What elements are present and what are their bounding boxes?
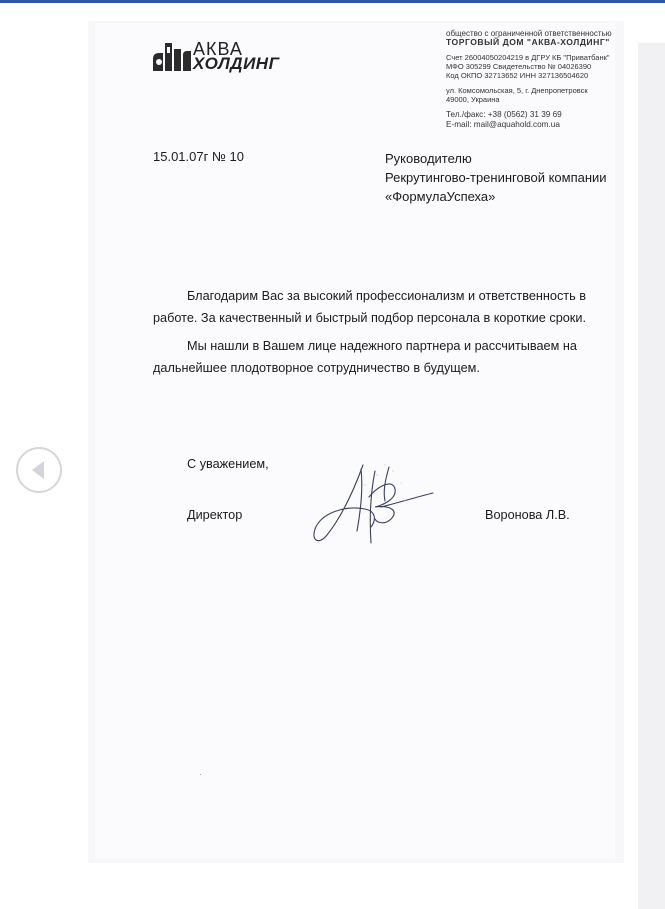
phone-fax: Тел./факс: +38 (0562) 31 39 69 [446, 110, 562, 119]
body-paragraph-text: Благодарим Вас за высокий профессионализм и ответственность в работе. За качественный и быстрый подбор персонала в короткие сроки. [153, 289, 586, 325]
bank-details-line: МФО 305299 Свидетельство № 04026390 [446, 62, 592, 71]
body-paragraph [153, 285, 603, 329]
logo-text-line-2: ХОЛДИНГ [193, 54, 280, 73]
scanned-letter [95, 23, 615, 859]
company-details [446, 29, 614, 130]
closing-phrase: С уважением, [187, 457, 269, 471]
previous-page-button[interactable] [16, 447, 62, 493]
bank-details-line: Код ОКПО 32713652 ИНН 327136504620 [446, 71, 589, 80]
document-viewer [0, 3, 665, 906]
scan-artifact: · [199, 769, 202, 779]
viewer-side-panel [638, 43, 665, 909]
org-form: общество с ограниченной ответственностью [446, 29, 612, 38]
chevron-left-icon [18, 449, 60, 491]
body-paragraph [153, 335, 603, 379]
handwritten-signature-icon [305, 457, 435, 549]
logo-text-line-1: АКВА [193, 39, 243, 59]
addressee-block [385, 149, 607, 206]
body-paragraph-text: Мы нашли в Вашем лице надежного партнера и рассчитываем на дальнейшее плодотворное сотрудничество в будущем. [153, 339, 577, 375]
signer-role: Директор [187, 508, 243, 522]
addressee-line: Руководителю [385, 151, 472, 166]
signer-name: Воронова Л.В. [485, 508, 570, 522]
addressee-line: «ФормулаУспеха» [385, 189, 496, 204]
letter-date-number: 15.01.07г № 10 [153, 149, 244, 164]
address-line: ул. Комсомольская, 5, г. Днепропетровск [446, 86, 588, 95]
email-address: E-mail: mail@aquahold.com.ua [446, 120, 560, 129]
company-name: ТОРГОВЫЙ ДОМ "АКВА-ХОЛДИНГ" [446, 37, 610, 47]
addressee-line: Рекрутингово-тренинговой компании [385, 170, 607, 185]
bank-details-line: Счет 26004050204219 в ДГРУ КБ "Приватбанк" [446, 53, 610, 62]
address-line: 49000, Украина [446, 95, 500, 104]
